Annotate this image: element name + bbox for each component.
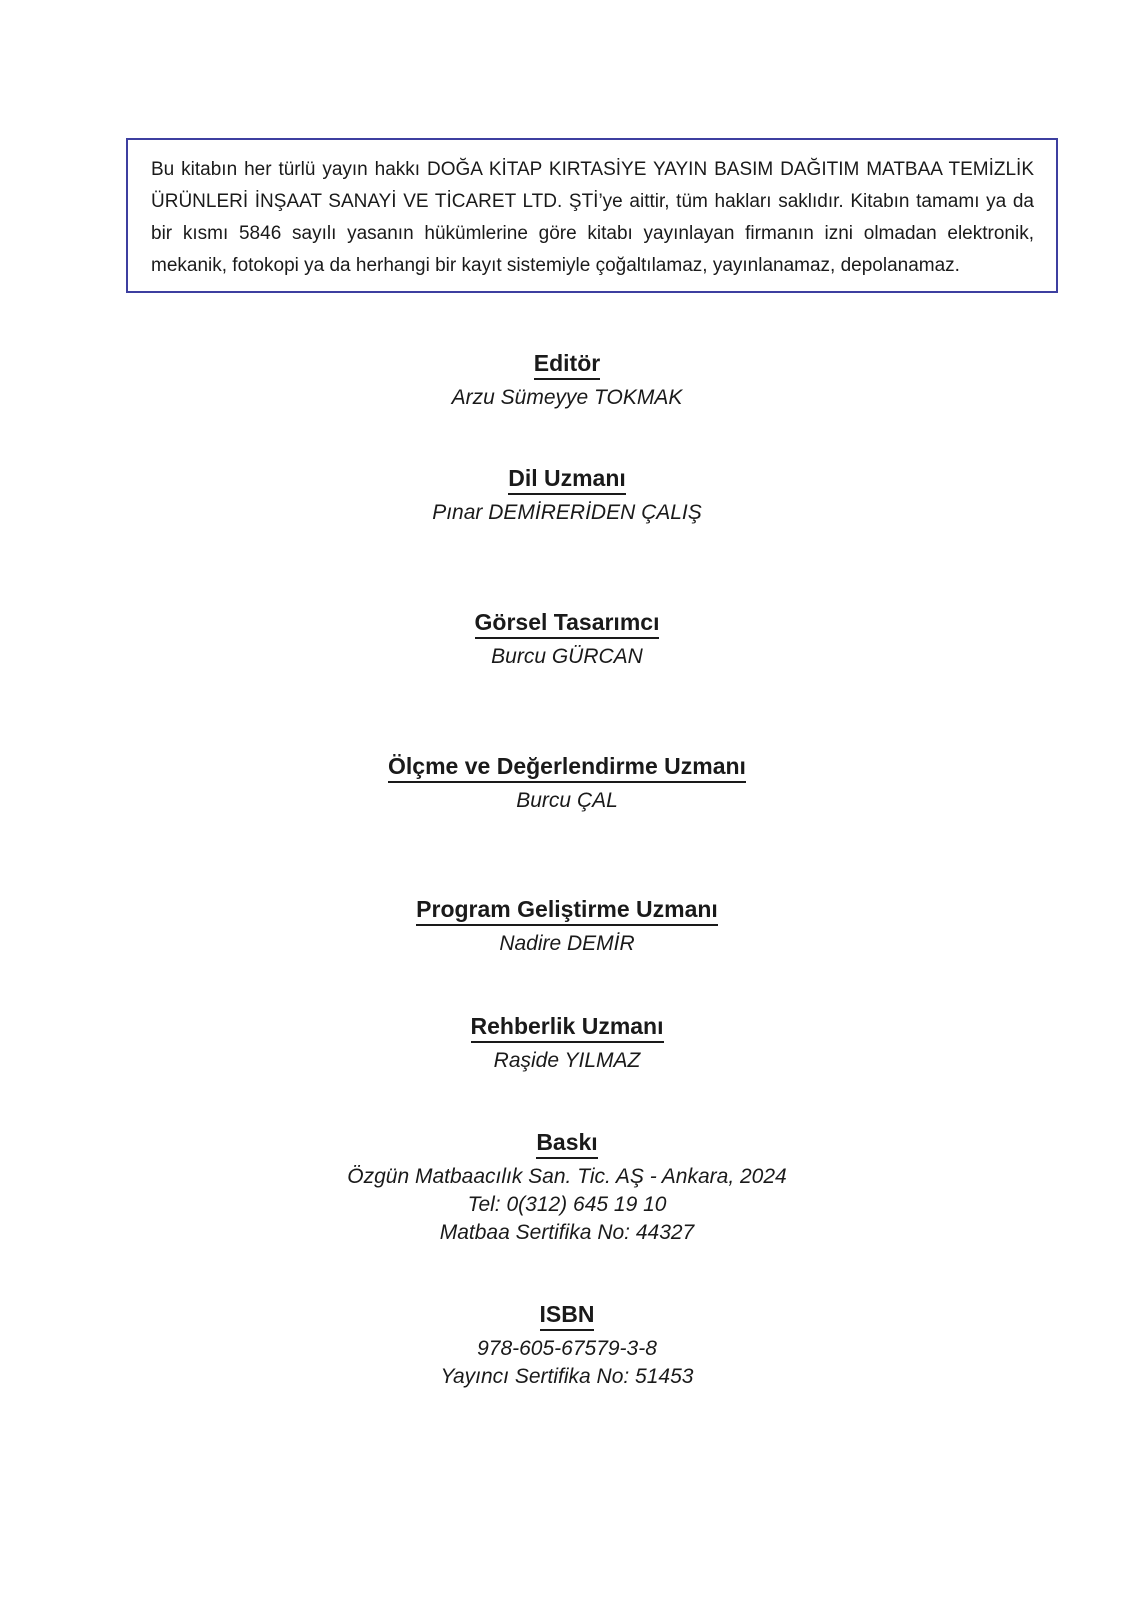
- publisher-certificate: Yayıncı Sertifika No: 51453: [440, 1365, 694, 1388]
- credit-assessment-expert: [0, 751, 1134, 815]
- credit-heading: Program Geliştirme Uzmanı: [416, 894, 718, 926]
- credit-name: Pınar DEMİRERİDEN ÇALIŞ: [432, 501, 702, 524]
- credit-heading: Baskı: [536, 1127, 597, 1159]
- credit-heading: Dil Uzmanı: [508, 463, 626, 495]
- credit-language-expert: [0, 463, 1134, 527]
- credit-isbn: [0, 1299, 1134, 1391]
- credit-name: Arzu Sümeyye TOKMAK: [451, 386, 683, 409]
- credit-heading: ISBN: [540, 1299, 595, 1331]
- credit-heading: Rehberlik Uzmanı: [471, 1011, 664, 1043]
- credit-program-development-expert: [0, 894, 1134, 958]
- copyright-notice-box: [126, 138, 1058, 293]
- isbn-number: 978-605-67579-3-8: [477, 1337, 657, 1360]
- credit-heading: Ölçme ve Değerlendirme Uzmanı: [388, 751, 746, 783]
- credit-name: Raşide YILMAZ: [493, 1049, 641, 1072]
- copyright-notice-text: Bu kitabın her türlü yayın hakkı DOĞA KİTAP KIRTASİYE YAYIN BASIM DAĞITIM MATBAA TEMİZLİK ÜRÜNLERİ İNŞAAT SANAYİ VE TİCARET LTD. ŞTİ’ye aittir, tüm hakları saklıdır. Kitabın tamamı ya da bir kısmı 5846 sayılı yasanın hükümlerine göre kitabı yayınlayan firmanın izni olmadan elektronik, mekanik, fotokopi ya da herhangi bir kayıt sistemiyle çoğaltılamaz, yayınlanamaz, depolanamaz.: [151, 159, 1034, 276]
- credit-guidance-expert: [0, 1011, 1134, 1075]
- printer-name: Özgün Matbaacılık San. Tic. AŞ - Ankara, 2024: [347, 1165, 787, 1188]
- printer-certificate: Matbaa Sertifika No: 44327: [439, 1221, 695, 1244]
- credit-printing: [0, 1127, 1134, 1247]
- credit-editor: [0, 348, 1134, 412]
- printer-phone: Tel: 0(312) 645 19 10: [467, 1193, 667, 1216]
- credit-name: Burcu GÜRCAN: [491, 645, 643, 668]
- credit-visual-designer: [0, 607, 1134, 671]
- credit-name: Nadire DEMİR: [499, 932, 635, 955]
- credit-name: Burcu ÇAL: [516, 789, 618, 812]
- credit-heading: Editör: [534, 348, 600, 380]
- credit-heading: Görsel Tasarımcı: [475, 607, 660, 639]
